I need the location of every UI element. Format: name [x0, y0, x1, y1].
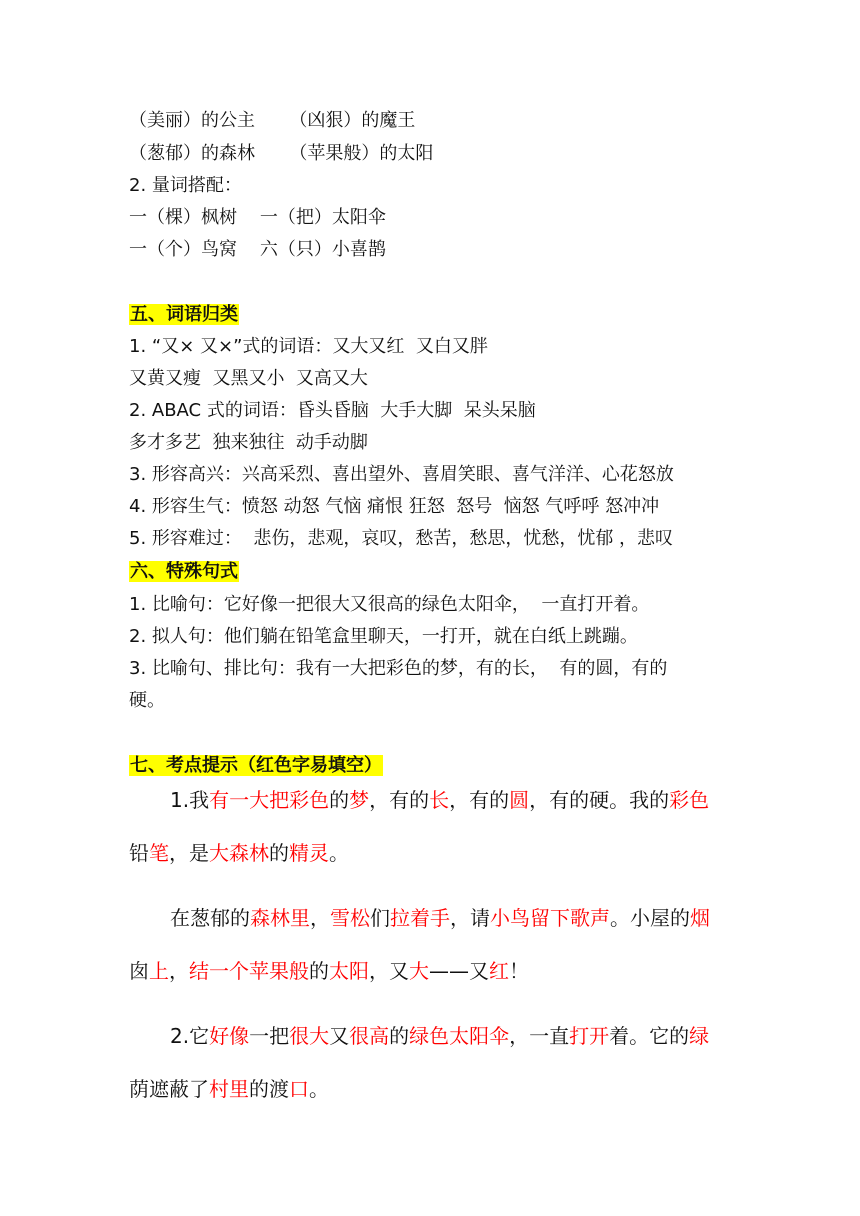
fill-in-keyword: 村里 [209, 1077, 249, 1101]
exam-paragraph-line [170, 1023, 709, 1049]
paragraph-text: 的 [329, 788, 350, 812]
fill-in-keyword: 上 [149, 959, 169, 983]
fill-in-keyword: 好像 [209, 1024, 250, 1048]
paragraph-text: ，请 [450, 906, 490, 930]
paragraph-text: 1.我 [170, 788, 210, 812]
fill-in-keyword: 红 [489, 959, 509, 983]
paragraph-text: 着。它的 [609, 1024, 690, 1048]
fill-in-keyword: 结一个苹果般 [189, 959, 309, 983]
section5-item: 1. “又× 又×”式的词语：又大又红 又白又胖 [129, 336, 488, 357]
fill-in-keyword: 烟 [690, 906, 710, 930]
fill-in-keyword: 笔 [149, 841, 169, 865]
exam-paragraph-line [129, 840, 349, 866]
measure-words-row-2: 一（个）鸟窝 六（只）小喜鹊 [129, 239, 386, 260]
fill-in-keyword: 森林里 [250, 906, 310, 930]
fill-in-keyword: 圆 [509, 788, 530, 812]
exam-paragraph-line [170, 905, 710, 931]
paragraph-text: ，有的硬。我的 [529, 788, 670, 812]
paragraph-text: 的 [389, 1024, 410, 1048]
paragraph-text: 的 [309, 959, 329, 983]
paragraph-text: ， [169, 959, 189, 983]
fill-in-keyword: 大 [409, 959, 429, 983]
measure-words-title: 2. 量词搭配： [129, 175, 242, 196]
fill-in-keyword: 绿色太阳伞 [409, 1024, 510, 1048]
paragraph-text: ，一直 [509, 1024, 570, 1048]
fill-in-keyword: 有一大把彩色 [209, 788, 330, 812]
paragraph-text: 。 [329, 841, 349, 865]
fill-in-keyword: 很高 [349, 1024, 390, 1048]
section5-item: 2. ABAC 式的词语：昏头昏脑 大手大脚 呆头呆脑 [129, 400, 536, 421]
paragraph-text: 荫遮蔽了 [129, 1077, 209, 1101]
section6-item: 3. 比喻句、排比句：我有一大把彩色的梦，有的长， 有的圆，有的 [129, 658, 668, 679]
paragraph-text: 一把 [249, 1024, 290, 1048]
fill-in-keyword: 精灵 [289, 841, 329, 865]
section6-heading [129, 560, 239, 584]
paragraph-text: ，又 [369, 959, 409, 983]
fill-in-keyword: 拉着手 [390, 906, 450, 930]
section7-heading-text: 七、考点提示（红色字易填空） [130, 755, 382, 776]
section6-item: 1. 比喻句：它好像一把很大又很高的绿色太阳伞， 一直打开着。 [129, 594, 650, 615]
paragraph-text: 囱 [129, 959, 149, 983]
fill-in-keyword: 小鸟留下歌声 [490, 906, 610, 930]
paragraph-text: 。小屋的 [610, 906, 690, 930]
fill-in-keyword: 太阳 [329, 959, 369, 983]
paragraph-text: ！ [509, 959, 529, 983]
section5-heading [129, 303, 239, 327]
fill-in-keyword: 雪松 [330, 906, 370, 930]
section6-heading-text: 六、特殊句式 [130, 561, 238, 582]
fill-in-keyword: 彩色 [669, 788, 710, 812]
exam-paragraph-line [170, 787, 709, 813]
paragraph-text: 。 [309, 1077, 329, 1101]
section5-item: 3. 形容高兴：兴高采烈、喜出望外、喜眉笑眼、喜气洋洋、心花怒放 [129, 464, 674, 485]
section5-item: 5. 形容难过： 悲伤，悲观，哀叹，愁苦，愁思，忧愁，忧郁 ，悲叹 [129, 528, 674, 549]
paragraph-text: 铅 [129, 841, 149, 865]
section6-item: 2. 拟人句：他们躺在铅笔盒里聊天，一打开，就在白纸上跳蹦。 [129, 626, 638, 647]
fill-in-keyword: 口 [289, 1077, 309, 1101]
section5-item: 多才多艺 独来独往 动手动脚 [129, 432, 368, 453]
paragraph-text: ——又 [429, 959, 489, 983]
section5-item: 4. 形容生气：愤怒 动怒 气恼 痛恨 狂怒 怒号 恼怒 气呼呼 怒冲冲 [129, 496, 660, 517]
fill-in-keyword: 绿 [689, 1024, 710, 1048]
fill-in-keyword: 打开 [569, 1024, 610, 1048]
section5-heading-text: 五、词语归类 [130, 304, 238, 325]
exam-paragraph-line [129, 1076, 329, 1102]
paragraph-text: ，是 [169, 841, 209, 865]
section6-item: 硬。 [129, 690, 165, 711]
paragraph-text: ，有的 [449, 788, 510, 812]
section5-item: 又黄又瘦 又黑又小 又高又大 [129, 368, 368, 389]
fill-in-keyword: 梦 [349, 788, 370, 812]
adjective-row-2: （葱郁）的森林 （苹果般）的太阳 [129, 143, 434, 164]
paragraph-text: 的 [269, 841, 289, 865]
paragraph-text: 们 [370, 906, 390, 930]
paragraph-text: 的渡 [249, 1077, 289, 1101]
exam-paragraph-line [129, 958, 529, 984]
paragraph-text: ， [310, 906, 330, 930]
adjective-row-1: （美丽）的公主 （凶狠）的魔王 [129, 110, 416, 131]
fill-in-keyword: 大森林 [209, 841, 269, 865]
paragraph-text: 在葱郁的 [170, 906, 250, 930]
paragraph-text: ，有的 [369, 788, 430, 812]
fill-in-keyword: 长 [429, 788, 450, 812]
measure-words-row-1: 一（棵）枫树 一（把）太阳伞 [129, 207, 386, 228]
paragraph-text: 又 [329, 1024, 350, 1048]
paragraph-text: 2.它 [170, 1024, 210, 1048]
fill-in-keyword: 很大 [289, 1024, 330, 1048]
section7-heading [129, 754, 383, 778]
